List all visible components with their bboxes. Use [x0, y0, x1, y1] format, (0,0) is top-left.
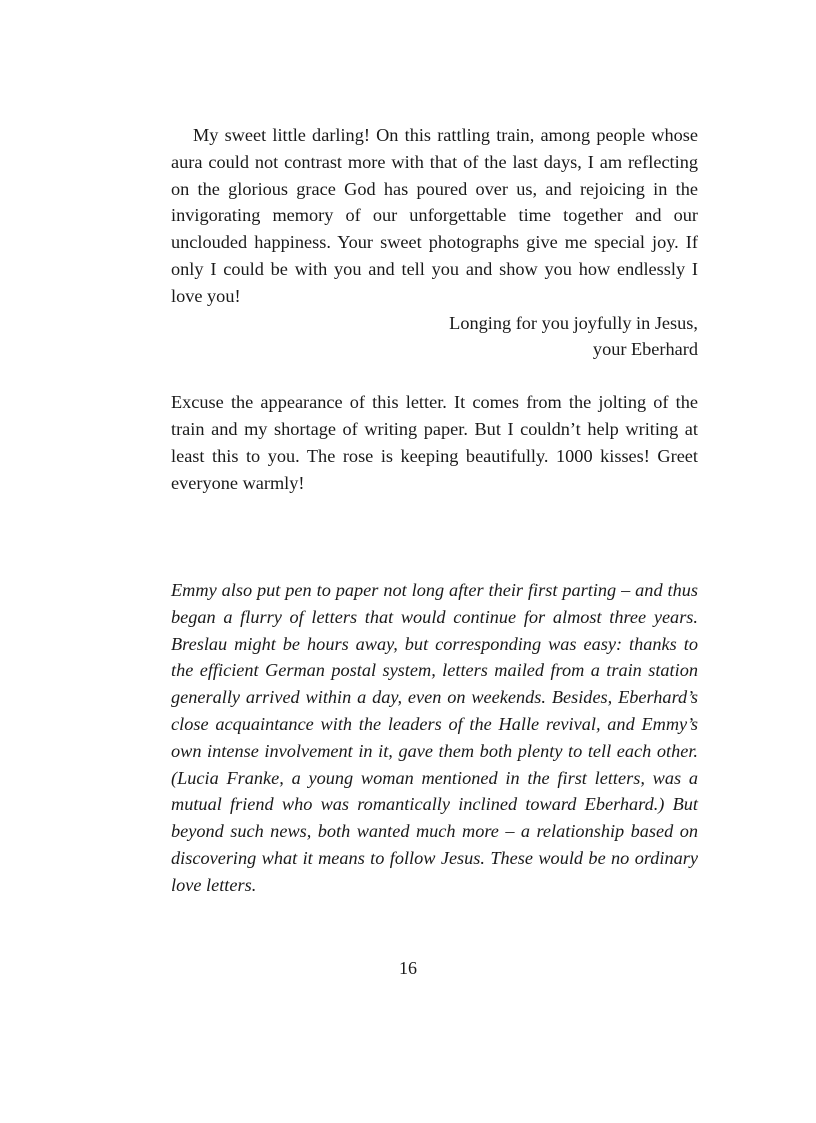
letter-postscript: Excuse the appearance of this letter. It comes from the jolting of the train and my shortage of writing paper. But I couldn’t help writing at least this to you. The rose is keeping beautifully. 1000 kisses! Greet everyone warmly!: [171, 392, 698, 493]
closing-line: Longing for you joyfully in Jesus,: [449, 312, 698, 333]
letter-section: [171, 122, 698, 496]
letter-closing: [171, 310, 698, 364]
editorial-commentary: [171, 577, 698, 899]
signature: your Eberhard: [592, 339, 698, 360]
commentary-text: Emmy also put pen to paper not long after their first parting – and thus began a flurry of letters that would continue for almost three years. Breslau might be hours away, but corresponding was easy: thanks to the efficient German postal system, letters mailed from a train station generally arrived within a day, even on weekends. Besides, Eberhard’s close acquaintance with the leaders of the Halle revival, and Emmy’s own intense involvement in it, gave them both plenty to tell each other. (Lucia Franke, a young woman mentioned in the first letters, was a mutual friend who was romantically inclined toward Eberhard.) But beyond such news, both wanted much more – a relationship based on discovering what it means to follow Jesus. These would be no ordinary love letters.: [171, 580, 698, 895]
letter-body: My sweet little darling! On this rattling train, among people whose aura could not contrast more with that of the last days, I am reflecting on the glorious grace God has poured over us, and rejoicing in the invigorating memory of our unforgettable time together and our unclouded happiness. Your sweet photographs give me special joy. If only I could be with you and tell you and show you how endlessly I love you!: [171, 125, 698, 306]
page-number: 16: [399, 958, 417, 978]
letter: [171, 122, 698, 496]
